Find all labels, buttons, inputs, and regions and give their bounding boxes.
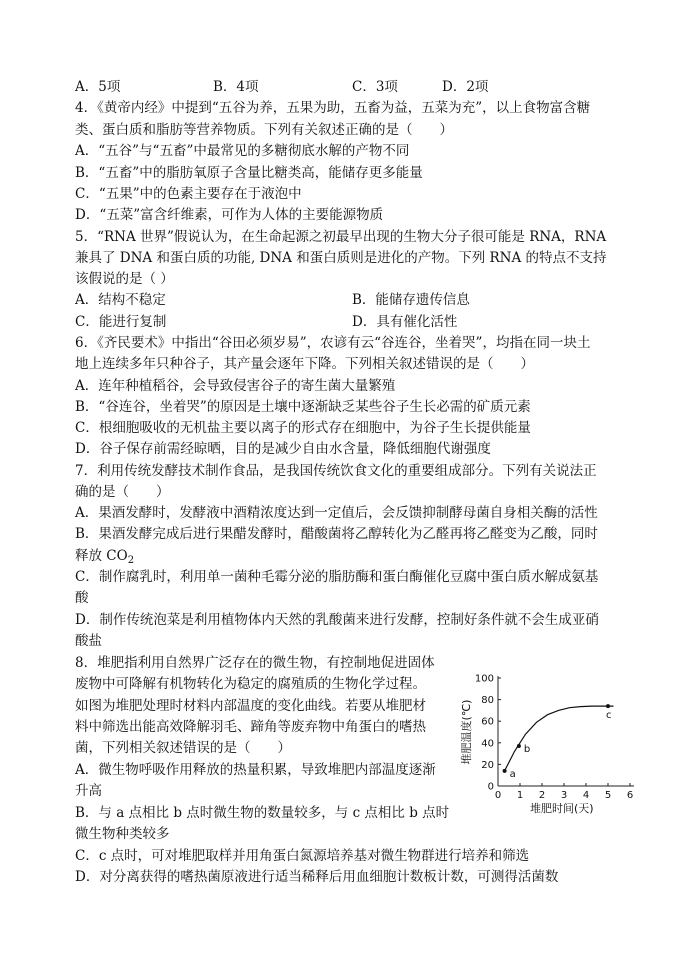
q4-option-c: C．“五果”中的色素主要存在于液泡中 bbox=[75, 186, 302, 202]
q3-option-c: C．3项 bbox=[352, 79, 398, 95]
q4-option-d: D．“五菜”富含纤维素，可作为人体的主要能源物质 bbox=[75, 207, 384, 223]
q6-option-c: C．根细胞吸收的无机盐主要以离子的形式存在细胞中，为谷子生长提供能量 bbox=[75, 420, 531, 436]
q8-stem-line3: 如图为堆肥处理时材料内部温度的变化曲线。若要从堆肥材 bbox=[75, 698, 426, 714]
q4-stem-line2: 类、蛋白质和脂肪等营养物质。下列有关叙述正确的是（ ） bbox=[75, 122, 453, 138]
q5-option-b: B．能储存遗传信息 bbox=[352, 292, 470, 308]
q6-option-b: B．“谷连谷，坐着哭”的原因是土壤中逐渐缺乏某些谷子生长必需的矿质元素 bbox=[75, 399, 531, 415]
x-tick-label: 2 bbox=[538, 790, 546, 801]
q6-stem-line2: 地上连续多年只种谷子，其产量会逐年下降。下列相关叙述错误的是（ ） bbox=[75, 356, 534, 372]
data-point-a bbox=[503, 769, 507, 773]
q3-option-b: B．4项 bbox=[213, 79, 259, 95]
q5-option-c: C．能进行复制 bbox=[75, 314, 167, 330]
q8-option-a-line1: A．微生物呼吸作用释放的热量积累，导致堆肥内部温度逐渐 bbox=[75, 762, 436, 778]
q8-option-b-line1: B．与 a 点相比 b 点时微生物的数量较多，与 c 点相比 b 点时 bbox=[75, 805, 450, 821]
q5-stem-line1: 5．“RNA 世界”假说认为，在生命起源之初最早出现的生物大分子很可能是 RNA，RNA bbox=[75, 229, 607, 245]
q5-option-d: D．具有催化活性 bbox=[352, 314, 458, 330]
y-axis-title: 堆肥温度(℃) bbox=[460, 699, 473, 765]
q8-stem-line2: 废物中可降解有机物转化为稳定的腐殖质的生物化学过程。 bbox=[75, 676, 426, 692]
q6-stem-line1: 6．《齐民要术》中指出“谷田必须岁易”，农谚有云“谷连谷，坐着哭”，均指在同一块土 bbox=[75, 335, 591, 351]
x-axis-title: 堆肥时间(天) bbox=[530, 802, 594, 815]
y-tick-label: 0 bbox=[487, 781, 494, 793]
q7-option-d-line1: D．制作传统泡菜是利用植物体内天然的乳酸菌来进行发酵，控制好条件就不会生成亚硝 bbox=[75, 612, 599, 628]
x-tick-label: 3 bbox=[560, 790, 568, 801]
point-label-a: a bbox=[509, 768, 516, 780]
q5-stem-line2: 兼具了 DNA 和蛋白质的功能, DNA 和蛋白质则是进化的产物。下列 RNA 的特点不支持 bbox=[75, 250, 607, 266]
q6-option-a: A．连年种植稻谷，会导致侵害谷子的寄生菌大量繁殖 bbox=[75, 378, 396, 394]
y-tick-label: 100 bbox=[474, 673, 494, 685]
data-point-c bbox=[606, 704, 610, 708]
q4-option-a: A．“五谷”与“五畜”中最常见的多糖彻底水解的产物不同 bbox=[75, 143, 410, 159]
point-label-c: c bbox=[606, 710, 612, 722]
x-tick-label: 6 bbox=[626, 790, 634, 801]
q4-stem-line1: 4．《黄帝内经》中提到“五谷为养，五果为助，五畜为益，五菜为充”，以上食物富含糖 bbox=[75, 100, 591, 116]
q8-stem-line1: 8．堆肥指利用自然界广泛存在的微生物，有控制地促进固体 bbox=[75, 655, 435, 671]
q8-option-c: C．c 点时，可对堆肥取样并用角蛋白氮源培养基对微生物群进行培养和筛选 bbox=[75, 848, 530, 864]
q7-option-c-line2: 酸 bbox=[75, 590, 89, 606]
q7-option-d-line2: 酸盐 bbox=[75, 633, 102, 649]
data-point-b bbox=[517, 744, 521, 748]
q8-option-d: D．对分离获得的嗜热菌原液进行适当稀释后用血细胞计数板计数，可测得活菌数 bbox=[75, 869, 559, 885]
y-tick-label: 80 bbox=[481, 695, 494, 707]
q7-option-b-text: 释放 CO bbox=[75, 548, 128, 564]
q7-option-a: A．果酒发酵时，发酵液中酒精浓度达到一定值后，会反馈抑制酵母菌自身相关酶的活性 bbox=[75, 505, 598, 521]
x-tick-label: 4 bbox=[582, 790, 590, 801]
x-tick-label: 1 bbox=[516, 790, 524, 801]
q7-option-c-line1: C．制作腐乳时，利用单一菌种毛霉分泌的脂肪酶和蛋白酶催化豆腐中蛋白质水解成氨基 bbox=[75, 569, 599, 585]
y-tick-label: 20 bbox=[481, 759, 494, 771]
q6-option-d: D．谷子保存前需经晾晒，目的是减少自由水含量，降低细胞代谢强度 bbox=[75, 441, 491, 457]
q3-option-d: D．2项 bbox=[442, 79, 489, 95]
x-tick-label: 0 bbox=[494, 790, 502, 801]
point-label-b: b bbox=[523, 744, 531, 756]
co2-subscript: 2 bbox=[127, 555, 135, 566]
x-tick-label: 5 bbox=[604, 790, 612, 801]
q7-stem-line1: 7．利用传统发酵技术制作食品，是我国传统饮食文化的重要组成部分。下列有关说法正 bbox=[75, 463, 597, 479]
q8-option-a-line2: 升高 bbox=[75, 783, 102, 799]
q7-option-b-line1: B．果酒发酵完成后进行果醋发酵时，醋酸菌将乙醇转化为乙醛再将乙醛变为乙酸，同时 bbox=[75, 526, 598, 542]
y-tick-label: 60 bbox=[481, 716, 494, 728]
q8-stem-line5: 菌，下列相关叙述错误的是（ ） bbox=[75, 740, 291, 756]
q8-option-b-line2: 微生物种类较多 bbox=[75, 826, 170, 842]
q3-option-a: A．5项 bbox=[75, 79, 121, 95]
q5-stem-line3: 该假说的是（ ） bbox=[75, 271, 174, 287]
q4-option-b: B．“五畜”中的脂肪氧原子含量比糖类高，能储存更多能量 bbox=[75, 165, 423, 181]
compost-temperature-chart bbox=[462, 668, 642, 814]
y-tick-label: 40 bbox=[481, 738, 494, 750]
q5-option-a: A．结构不稳定 bbox=[75, 292, 166, 308]
temperature-curve bbox=[505, 706, 614, 771]
q8-stem-line4: 料中筛选出能高效降解羽毛、蹄角等废弃物中角蛋白的嗜热 bbox=[75, 719, 426, 735]
q7-stem-line2: 确的是（ ） bbox=[75, 484, 170, 500]
